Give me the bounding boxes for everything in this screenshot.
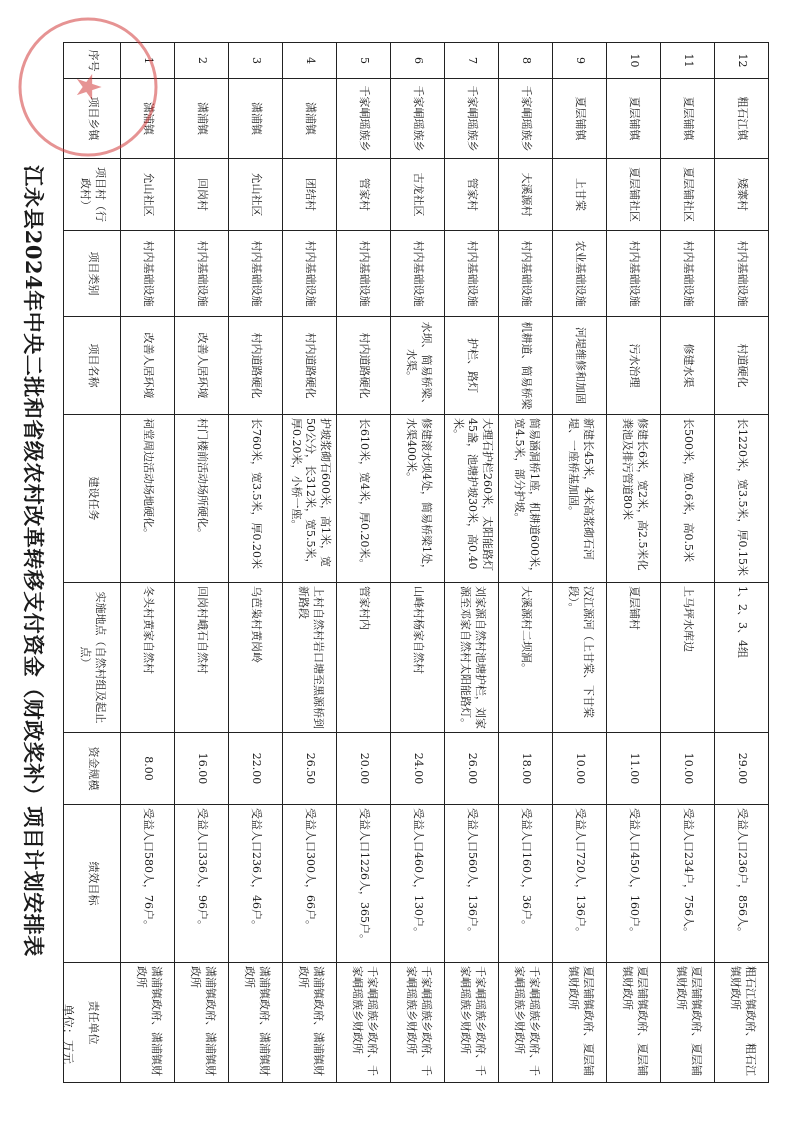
cell-responsible: 潇浦镇政府、潇浦镇财政所 [283, 963, 337, 1083]
header-category: 项目类别 [64, 231, 121, 317]
table-row [553, 43, 607, 1083]
cell-project-name: 村内道路硬化 [229, 317, 283, 415]
cell-village: 回岗村 [175, 159, 229, 231]
cell-target: 受益人口1226人，365户。 [337, 805, 391, 963]
table-row [229, 43, 283, 1083]
cell-village: 夏层铺社区 [661, 159, 715, 231]
header-location: 实施地点（自然村组及起止点） [64, 583, 121, 733]
cell-funds: 26.00 [445, 733, 499, 805]
cell-responsible: 潇浦镇政府、潇浦镇财政所 [175, 963, 229, 1083]
cell-responsible: 千家峒瑶族乡政府、千家峒瑶族乡财政所 [499, 963, 553, 1083]
cell-funds: 10.00 [553, 733, 607, 805]
cell-index: 1 [121, 43, 175, 79]
cell-index: 5 [337, 43, 391, 79]
cell-funds: 24.00 [391, 733, 445, 805]
cell-target: 受益人口336人，96户。 [175, 805, 229, 963]
cell-location: 刘家源自然村池塘护栏，刘家源至邓家自然村太阳能路灯。 [445, 583, 499, 733]
cell-target: 受益人口300人，66户。 [283, 805, 337, 963]
cell-funds: 11.00 [607, 733, 661, 805]
cell-village: 管家村 [445, 159, 499, 231]
table-row [337, 43, 391, 1083]
table-row [121, 43, 175, 1083]
cell-township: 千家峒瑶族乡 [337, 79, 391, 159]
cell-task: 祠堂周边活动场地硬化。 [121, 415, 175, 583]
cell-responsible: 千家峒瑶族乡政府、千家峒瑶族乡财政所 [337, 963, 391, 1083]
cell-responsible: 千家峒瑶族乡政府、千家峒瑶族乡财政所 [445, 963, 499, 1083]
cell-category: 村内基础设施 [391, 231, 445, 317]
cell-location: 大溪源村二坝洞。 [499, 583, 553, 733]
cell-township: 夏层铺镇 [607, 79, 661, 159]
seal-star: ★ [68, 71, 108, 103]
cell-village: 大溪源村 [499, 159, 553, 231]
cell-target: 受益人口720人，136户。 [553, 805, 607, 963]
cell-funds: 16.00 [175, 733, 229, 805]
cell-village: 上甘棠 [553, 159, 607, 231]
cell-township: 潇浦镇 [283, 79, 337, 159]
cell-project-name: 村道硬化 [715, 317, 769, 415]
cell-index: 9 [553, 43, 607, 79]
cell-location: 1、2、3、4组 [715, 583, 769, 733]
table-row [445, 43, 499, 1083]
cell-village: 管家村 [337, 159, 391, 231]
cell-category: 农业基础设施 [553, 231, 607, 317]
cell-township: 潇浦镇 [121, 79, 175, 159]
cell-task: 修建长6米，宽2米，高2.5米化粪池及排污管道80米 [607, 415, 661, 583]
cell-index: 10 [607, 43, 661, 79]
header-funds: 资金规模 [64, 733, 121, 805]
cell-funds: 10.00 [661, 733, 715, 805]
cell-task: 长500米，宽0.6米，高0.5米 [661, 415, 715, 583]
cell-category: 村内基础设施 [661, 231, 715, 317]
cell-category: 村内基础设施 [607, 231, 661, 317]
cell-township: 千家峒瑶族乡 [499, 79, 553, 159]
cell-category: 村内基础设施 [499, 231, 553, 317]
cell-responsible: 夏层铺镇政府、夏层铺镇财政所 [553, 963, 607, 1083]
cell-township: 千家峒瑶族乡 [391, 79, 445, 159]
cell-responsible: 粗石江镇政府、粗石江镇财政所 [715, 963, 769, 1083]
cell-project-name: 改善人居环境 [121, 317, 175, 415]
table-row [661, 43, 715, 1083]
cell-funds: 20.00 [337, 733, 391, 805]
cell-location: 夏层铺村 [607, 583, 661, 733]
table-row [175, 43, 229, 1083]
cell-task: 护坡浆砌石600米，高1米，宽50公分，长312米，宽5.5米，厚0.20米，小桥一座。 [283, 415, 337, 583]
cell-funds: 22.00 [229, 733, 283, 805]
cell-task: 长1220米，宽3.5米，厚0.15米 [715, 415, 769, 583]
cell-index: 8 [499, 43, 553, 79]
cell-target: 受益人口460人，130户。 [391, 805, 445, 963]
cell-village: 夏层铺社区 [607, 159, 661, 231]
cell-task: 长760米，宽3.5米，厚0.20米 [229, 415, 283, 583]
cell-project-name: 河堤维修和加固 [553, 317, 607, 415]
cell-project-name: 机耕道、简易桥梁 [499, 317, 553, 415]
cell-village: 允山社区 [229, 159, 283, 231]
cell-location: 上马坪水库边 [661, 583, 715, 733]
cell-location: 汉江源河（上甘棠、下甘棠段）。 [553, 583, 607, 733]
cell-target: 受益人口234户，756人。 [661, 805, 715, 963]
cell-responsible: 潇浦镇政府、潇浦镇财政所 [229, 963, 283, 1083]
cell-index: 7 [445, 43, 499, 79]
cell-responsible: 夏层铺镇政府、夏层铺镇财政所 [661, 963, 715, 1083]
cell-target: 受益人口580人，76户。 [121, 805, 175, 963]
cell-funds: 29.00 [715, 733, 769, 805]
header-target: 绩效目标 [64, 805, 121, 963]
table-row [391, 43, 445, 1083]
cell-location: 乌芭枭村黄岗岭 [229, 583, 283, 733]
cell-township: 千家峒瑶族乡 [445, 79, 499, 159]
cell-category: 村内基础设施 [229, 231, 283, 317]
header-township: 项目乡镇 [64, 79, 121, 159]
header-index: 序号 [64, 43, 121, 79]
cell-target: 受益人口450人，160户。 [607, 805, 661, 963]
header-responsible: 责任单位 [64, 963, 121, 1083]
cell-task: 大理石护栏260米，太阳能路灯45盏，池塘护坡30米，高0.40米。 [445, 415, 499, 583]
project-table [63, 42, 769, 1083]
cell-task: 简易涵洞桥1座，机耕道600米，宽4.5米，部分护坡。 [499, 415, 553, 583]
cell-township: 潇浦镇 [229, 79, 283, 159]
cell-index: 3 [229, 43, 283, 79]
cell-project-name: 改善人居环境 [175, 317, 229, 415]
cell-township: 夏层铺镇 [553, 79, 607, 159]
cell-target: 受益人口160人，36户。 [499, 805, 553, 963]
header-village: 项目村（行政村） [64, 159, 121, 231]
cell-category: 村内基础设施 [715, 231, 769, 317]
cell-location: 回岗村峨石自然村 [175, 583, 229, 733]
cell-village: 允山社区 [121, 159, 175, 231]
cell-project-name: 修建水渠 [661, 317, 715, 415]
table-row [499, 43, 553, 1083]
cell-township: 潇浦镇 [175, 79, 229, 159]
header-task: 建设任务 [64, 415, 121, 583]
cell-funds: 26.50 [283, 733, 337, 805]
cell-location: 上村自然村岩口塘至黑源桥到新路段 [283, 583, 337, 733]
cell-target: 受益人口236户，856人。 [715, 805, 769, 963]
cell-index: 4 [283, 43, 337, 79]
cell-task: 修建滚水坝4处，简易桥梁1处，水渠400米。 [391, 415, 445, 583]
cell-village: 古龙社区 [391, 159, 445, 231]
cell-project-name: 污水治理 [607, 317, 661, 415]
cell-category: 村内基础设施 [121, 231, 175, 317]
unit-label: 单位：万元 [61, 1003, 75, 1064]
cell-project-name: 村内道路硬化 [337, 317, 391, 415]
cell-index: 12 [715, 43, 769, 79]
cell-target: 受益人口236人，46户。 [229, 805, 283, 963]
cell-category: 村内基础设施 [175, 231, 229, 317]
cell-township: 夏层铺镇 [661, 79, 715, 159]
header-project-name: 项目名称 [64, 317, 121, 415]
header-row [64, 43, 121, 1083]
cell-category: 村内基础设施 [337, 231, 391, 317]
cell-target: 受益人口560人，136户。 [445, 805, 499, 963]
cell-task: 新建长45米，4米高浆砌石河堤、一座桥基加固。 [553, 415, 607, 583]
cell-index: 11 [661, 43, 715, 79]
cell-responsible: 潇浦镇政府、潇浦镇财政所 [121, 963, 175, 1083]
cell-index: 2 [175, 43, 229, 79]
cell-location: 管家村内 [337, 583, 391, 733]
cell-township: 粗石江镇 [715, 79, 769, 159]
cell-category: 村内基础设施 [283, 231, 337, 317]
document-title: 江永县2024年中央二批和省级农村改革转移支付资金（财政奖补）项目计划安排表 [21, 165, 46, 957]
cell-index: 6 [391, 43, 445, 79]
table-row [283, 43, 337, 1083]
cell-responsible: 千家峒瑶族乡政府、千家峒瑶族乡财政所 [391, 963, 445, 1083]
cell-project-name: 护栏、路灯 [445, 317, 499, 415]
table-row [607, 43, 661, 1083]
cell-project-name: 水坝、简易桥梁、水渠。 [391, 317, 445, 415]
cell-village: 矮寨村 [715, 159, 769, 231]
cell-village: 团结村 [283, 159, 337, 231]
cell-funds: 8.00 [121, 733, 175, 805]
cell-location: 冬头村黄家自然村 [121, 583, 175, 733]
cell-category: 村内基础设施 [445, 231, 499, 317]
cell-responsible: 夏层铺镇政府、夏层铺镇财政所 [607, 963, 661, 1083]
cell-project-name: 村内道路硬化 [283, 317, 337, 415]
cell-task: 村门楼前活动场所硬化。 [175, 415, 229, 583]
cell-funds: 18.00 [499, 733, 553, 805]
cell-location: 山峰村杨家自然村 [391, 583, 445, 733]
table-row [715, 43, 769, 1083]
cell-task: 长610米，宽4米，厚0.20米。 [337, 415, 391, 583]
